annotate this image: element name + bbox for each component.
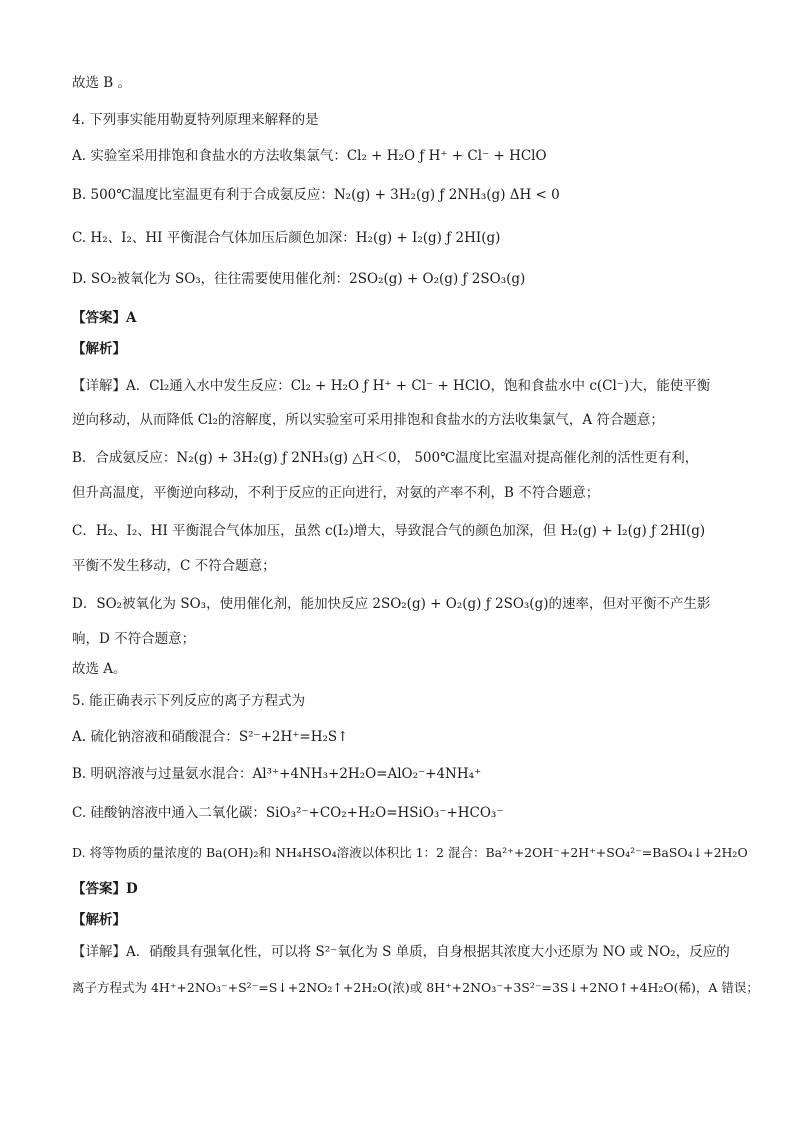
explanation-line: 但升高温度，平衡逆向移动，不利于反应的正向进行，对氨的产率不利，B 不符合题意； xyxy=(72,485,600,501)
question-4-option-c: C. H₂、I₂、HI 平衡混合气体加压后颜色加深：H₂(g) + I₂(g) ƒ 2HI(g) xyxy=(72,230,501,246)
question-4-option-b: B. 500℃温度比室温更有利于合成氨反应：N₂(g) + 3H₂(g) ƒ 2NH₃(g) ΔH < 0 xyxy=(72,187,560,203)
question-5-stem: 5. 能正确表示下列反应的离子方程式为 xyxy=(72,693,306,709)
answer-label: 【答案】D xyxy=(72,881,138,897)
question-5-option-a: A. 硫化钠溶液和硝酸混合：S²⁻+2H⁺=H₂S↑ xyxy=(72,729,349,745)
question-5-option-b: B. 明矾溶液与过量氨水混合：Al³⁺+4NH₃+2H₂O=AlO₂⁻+4NH₄⁺ xyxy=(72,766,482,782)
explanation-line: 【详解】A．硝酸具有强氧化性，可以将 S²⁻氧化为 S 单质，自身根据其浓度大小还原为 NO 或 NO₂，反应的 xyxy=(72,944,730,960)
conclusion-line: 故选 A。 xyxy=(72,661,127,677)
answer-label: 【答案】A xyxy=(72,310,137,326)
explanation-line: B．合成氨反应：N₂(g) + 3H₂(g) ƒ 2NH₃(g) △H＜0， 500℃温度比室温对提高催化剂的活性更有利， xyxy=(72,450,699,466)
explanation-line: 逆向移动，从而降低 Cl₂的溶解度，所以实验室可采用排饱和食盐水的方法收集氯气，A 符合题意； xyxy=(72,412,664,428)
analysis-label: 【解析】 xyxy=(72,912,126,928)
question-4-option-a: A. 实验室采用排饱和食盐水的方法收集氯气：Cl₂ + H₂O ƒ H⁺ + Cl⁻ + HClO xyxy=(72,148,547,164)
question-4-stem: 4. 下列事实能用勒夏特列原理来解释的是 xyxy=(72,112,319,128)
analysis-label: 【解析】 xyxy=(72,341,126,357)
explanation-line: 响，D 不符合题意； xyxy=(72,631,196,647)
question-5-option-c: C. 硅酸钠溶液中通入二氧化碳：SiO₃²⁻+CO₂+H₂O=HSiO₃⁻+HCO₃⁻ xyxy=(72,805,504,821)
explanation-line: 离子方程式为 4H⁺+2NO₃⁻+S²⁻=S↓+2NO₂↑+2H₂O(浓)或 8H⁺+2NO₃⁻+3S²⁻=3S↓+2NO↑+4H₂O(稀)，A 错误； xyxy=(72,980,759,995)
explanation-line: C．H₂、I₂、HI 平衡混合气体加压，虽然 c(I₂)增大，导致混合气的颜色加深，但 H₂(g) + I₂(g) ƒ 2HI(g) xyxy=(72,523,706,539)
explanation-line: 【详解】A．Cl₂通入水中发生反应：Cl₂ + H₂O ƒ H⁺ + Cl⁻ + HClO，饱和食盐水中 c(Cl⁻)大，能使平衡 xyxy=(72,378,711,394)
question-4-option-d: D. SO₂被氧化为 SO₃，往往需要使用催化剂：2SO₂(g) + O₂(g) ƒ 2SO₃(g) xyxy=(72,271,526,287)
conclusion-line: 故选 B 。 xyxy=(72,75,132,91)
question-5-option-d: D. 将等物质的量浓度的 Ba(OH)₂和 NH₄HSO₄溶液以体积比 1：2 混合：Ba²⁺+2OH⁻+2H⁺+SO₄²⁻=BaSO₄↓+2H₂O xyxy=(72,845,748,860)
explanation-line: 平衡不发生移动，C 不符合题意； xyxy=(72,558,276,574)
explanation-line: D．SO₂被氧化为 SO₃，使用催化剂，能加快反应 2SO₂(g) + O₂(g) ƒ 2SO₃(g)的速率，但对平衡不产生影 xyxy=(72,596,711,612)
